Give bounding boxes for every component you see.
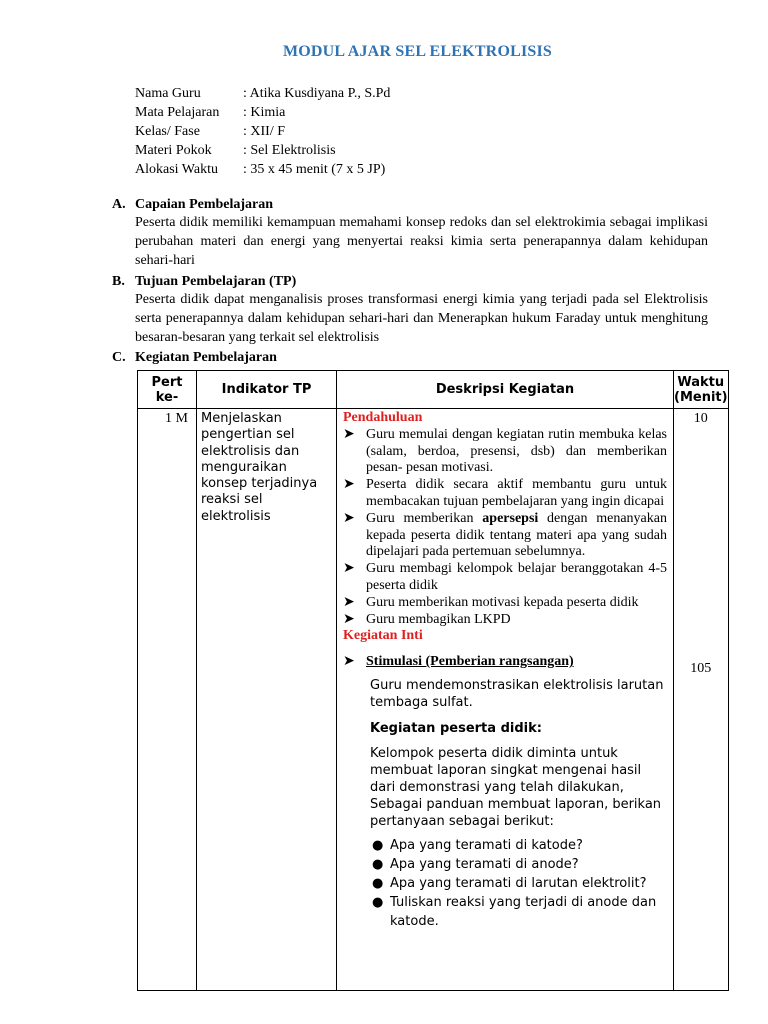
section-heading <box>112 197 708 213</box>
section-title: Capaian Pembelajaran <box>135 197 274 212</box>
kegiatan-table <box>137 370 729 991</box>
section-letter: C. <box>112 350 126 365</box>
arrow-bullet-icon: ➤ <box>343 654 355 670</box>
bullet-dot-icon: ● <box>372 876 384 892</box>
cell-deskripsi <box>337 409 674 991</box>
info-label: Kelas/ Fase <box>135 124 200 139</box>
list-item <box>370 836 667 855</box>
waktu-content <box>674 409 728 989</box>
section-c <box>112 350 277 366</box>
header-pert <box>138 371 197 409</box>
arrow-bullet-icon: ➤ <box>343 611 355 627</box>
bullet-dot-icon: ● <box>372 857 384 873</box>
cell-pert <box>138 409 197 991</box>
indikator-text: Menjelaskan pengertian sel elektrolisis dan menguraikan konsep terjadinya reaksi sel elektrolisis <box>201 411 318 524</box>
section-heading <box>112 350 277 366</box>
list-item-text: Guru membagi kelompok belajar beranggotakan 4-5 peserta didik <box>366 561 667 593</box>
section-letter: A. <box>112 197 126 212</box>
arrow-bullet-icon: ➤ <box>343 594 355 610</box>
document-title: MODUL AJAR SEL ELEKTROLISIS <box>282 43 553 60</box>
stimulasi-heading <box>343 654 667 671</box>
info-value: : Kimia <box>243 105 286 120</box>
info-row-kelas <box>135 122 390 141</box>
question-text: Apa yang teramati di katode? <box>390 838 583 854</box>
info-block <box>135 84 390 179</box>
info-label: Materi Pokok <box>135 143 212 158</box>
cell-indikator <box>197 409 337 991</box>
header-text: ke- <box>155 389 179 405</box>
list-item <box>370 893 667 931</box>
info-value: : Sel Elektrolisis <box>243 143 336 158</box>
list-item-text: Guru memberikan <box>366 510 483 526</box>
header-text: (Menit) <box>674 389 728 405</box>
info-row-materi <box>135 141 390 160</box>
section-b <box>112 274 708 347</box>
cell-waktu <box>674 409 729 991</box>
list-item-text: Peserta didik secara aktif membantu guru untuk membacakan tujuan pembelajaran yang ingin dicapai <box>366 477 667 509</box>
info-row-mata-pelajaran <box>135 103 390 122</box>
waktu-inti: 105 <box>690 661 712 676</box>
kegiatan-peserta-text: Kelompok peserta didik diminta untuk membuat laporan singkat mengenai hasil dari demonstrasi yang telah dilakukan, Sebagai panduan membuat laporan, berikan pertanyaan sebagai berikut: <box>370 746 662 829</box>
info-row-alokasi <box>135 160 390 179</box>
section-title: Tujuan Pembelajaran (TP) <box>135 274 297 289</box>
list-item <box>343 477 667 511</box>
deskripsi-content <box>337 409 673 931</box>
section-body: Peserta didik memiliki kemampuan memahami konsep redoks dan sel elektrokimia sebagai implikasi perubahan materi dan energi yang menyertai reaksi kimia serta penerapannya dalam kehidupan sehari-hari <box>135 215 708 268</box>
pert-value: 1 M <box>165 411 188 426</box>
question-text: Apa yang teramati di larutan elektrolit? <box>390 876 647 892</box>
list-item <box>370 874 667 893</box>
arrow-bullet-icon: ➤ <box>343 426 355 442</box>
bullet-dot-icon: ● <box>372 895 384 911</box>
table-row <box>138 409 729 991</box>
list-item-text: Guru memulai dengan kegiatan rutin membuka kelas (salam, berdoa, presensi, dsb) dan memberikan pesan- pesan motivasi. <box>366 426 667 476</box>
section-heading <box>112 274 708 290</box>
list-item <box>343 561 667 595</box>
question-text: Apa yang teramati di anode? <box>390 857 579 873</box>
apersepsi-word: apersepsi <box>482 510 539 526</box>
pendahuluan-title: Pendahuluan <box>343 410 423 425</box>
header-text: Waktu <box>677 374 725 390</box>
arrow-bullet-icon: ➤ <box>343 510 355 526</box>
list-item <box>343 511 667 561</box>
section-title: Kegiatan Pembelajaran <box>135 350 277 365</box>
info-value: : XII/ F <box>243 124 285 139</box>
waktu-pendahuluan: 10 <box>693 411 708 426</box>
table-header-row <box>138 371 729 409</box>
info-row-nama-guru <box>135 84 390 103</box>
header-deskripsi: Deskripsi Kegiatan <box>337 371 674 409</box>
kegiatan-inti-title: Kegiatan Inti <box>343 628 423 644</box>
list-item <box>343 595 667 612</box>
question-list <box>370 836 667 931</box>
list-item-text: Guru memberikan motivasi kepada peserta didik <box>366 594 639 610</box>
list-item <box>343 612 667 629</box>
question-text: Tuliskan reaksi yang terjadi di anode dan katode. <box>390 895 657 930</box>
info-label: Mata Pelajaran <box>135 105 220 120</box>
section-body: Peserta didik dapat menganalisis proses transformasi energi kimia yang terjadi pada sel Elektrolisis serta penerapannya dalam kehidupan sehari-hari dan Menerapkan hukum Faraday untuk menghitung besaran-besaran yang terkait sel elektrolisis <box>135 292 708 345</box>
arrow-bullet-icon: ➤ <box>343 477 355 493</box>
info-value: : 35 x 45 menit (7 x 5 JP) <box>243 162 386 177</box>
header-waktu <box>674 371 729 409</box>
list-item-text: Guru membagikan LKPD <box>366 611 511 627</box>
kegiatan-peserta-title: Kegiatan peserta didik: <box>370 720 542 736</box>
info-label: Nama Guru <box>135 86 201 101</box>
header-indikator: Indikator TP <box>197 371 337 409</box>
section-a <box>112 197 708 270</box>
stimulasi-title: Stimulasi (Pemberian rangsangan) <box>366 654 574 670</box>
section-letter: B. <box>112 274 125 289</box>
stimulasi-text: Guru mendemonstrasikan elektrolisis larutan tembaga sulfat. <box>370 677 664 710</box>
list-item <box>343 427 667 477</box>
arrow-bullet-icon: ➤ <box>343 561 355 577</box>
bullet-dot-icon: ● <box>372 838 384 854</box>
info-label: Alokasi Waktu <box>135 162 218 177</box>
list-item-text: dengan menanyakan kepada peserta didik tentang materi apa yang sudah dipelajari pada pertemuan sebelumnya. <box>366 510 667 560</box>
header-text: Pert <box>151 374 183 390</box>
info-value: : Atika Kusdiyana P., S.Pd <box>243 86 391 101</box>
list-item <box>370 855 667 874</box>
